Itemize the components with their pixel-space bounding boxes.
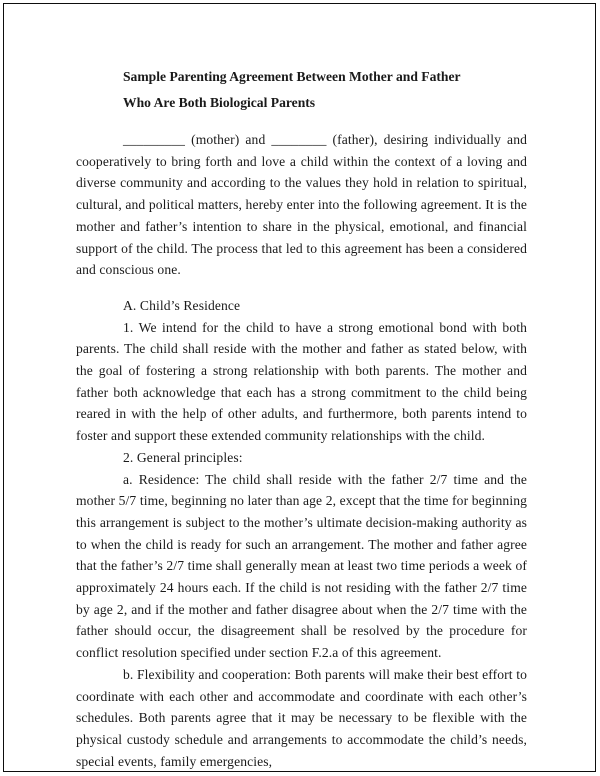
document-page [3, 3, 596, 772]
document-title [76, 64, 527, 116]
paragraph-item-2-heading: 2. General principles: [123, 449, 243, 465]
paragraph-intro: _________ (mother) and ________ (father), desiring individually and cooperatively to bring forth and love a child within the context of a loving and diverse community and according to the values they hold in relation to spiritual, cultural, and political matters, hereby enter into the following agreement. It is the mother and father’s intention to share in the physical, emotional, and financial support of the child. The process that led to this agreement has been a considered and conscious one. [76, 132, 527, 278]
section-heading-childs-residence: A. Child’s Residence [123, 297, 241, 313]
paragraph-item-2b-flexibility: b. Flexibility and cooperation: Both parents will make their best effort to coordinate with each other and accommodate and coordinate with each other’s schedules. Both parents agree that it may be necessary to be flexible with the physical custody schedule and arrangements to accommodate the child’s needs, special events, family emergencies, [76, 666, 527, 769]
document-content [4, 4, 595, 772]
paragraph-item-1: 1. We intend for the child to have a strong emotional bond with both parents. The child shall reside with the mother and father as stated below, with the goal of fostering a strong relationship with both parents. The mother and father both acknowledge that each has a strong commitment to the child being reared in with the help of other adults, and furthermore, both parents intend to foster and support these extended community relationships with the child. [76, 319, 527, 444]
title-line-2: Who Are Both Biological Parents [123, 95, 316, 110]
title-line-1: Sample Parenting Agreement Between Mother and Father [123, 69, 461, 84]
paragraph-item-2a-residence: a. Residence: The child shall reside with the father 2/7 time and the mother 5/7 time, beginning no later than age 2, except that the time for beginning this arrangement is subject to the mother’s ultimate decision-making authority as to when the child is ready for such an arrangement. The mother and father agree that the father’s 2/7 time shall generally mean at least two time periods a week of approximately 24 hours each. If the child is not residing with the father 2/7 time by age 2, and if the mother and father disagree about when the 2/7 time with the father should occur, the disagreement shall be resolved by the procedure for conflict resolution specified under section F.2.a of this agreement. [76, 471, 527, 661]
